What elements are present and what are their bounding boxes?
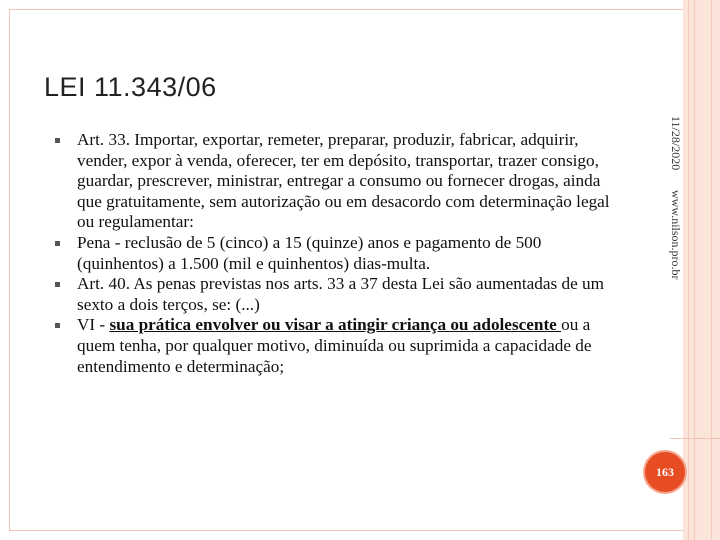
bullet-text: Art. 40. As penas previstas nos arts. 33 a 37 desta Lei são aumentadas de um sexto a dois terços, se: (...) bbox=[77, 274, 604, 314]
sidebar-stripe bbox=[688, 0, 689, 540]
bullet-suffix: ou a quem tenha, por qualquer motivo, diminuída ou suprimida a capacidade de entendimento e determinação; bbox=[77, 315, 592, 376]
frame-top-line bbox=[9, 9, 711, 10]
slide-date: 11/28/2020 bbox=[669, 116, 683, 171]
bullet-square-icon bbox=[55, 282, 60, 287]
list-item bbox=[55, 233, 615, 274]
slide-website: www.nilson.pro.br bbox=[669, 190, 683, 280]
list-item bbox=[55, 130, 615, 233]
sidebar-divider bbox=[670, 438, 720, 439]
slide-title: LEI 11.343/06 bbox=[44, 72, 217, 102]
bullet-underlined-text: sua prática envolver ou visar a atingir criança ou adolescente bbox=[109, 315, 562, 335]
frame-bottom-line bbox=[9, 530, 711, 531]
sidebar-stripe bbox=[694, 0, 695, 540]
list-item bbox=[55, 315, 615, 377]
bullet-square-icon bbox=[55, 241, 60, 246]
bullet-square-icon bbox=[55, 138, 60, 143]
bullet-prefix: VI - bbox=[77, 315, 110, 335]
frame-left-line bbox=[9, 9, 10, 531]
sidebar-stripe bbox=[711, 0, 712, 540]
list-item bbox=[55, 274, 615, 315]
bullet-text: Art. 33. Importar, exportar, remeter, preparar, produzir, fabricar, adquirir, vender, expor à venda, oferecer, ter em depósito, transportar, trazer consigo, guardar, prescrever, ministrar, entregar a consumo ou fornecer drogas, ainda que gratuitamente, sem autorização ou em desacordo com determinação legal ou regulamentar: bbox=[77, 130, 610, 232]
page-number-badge: 163 bbox=[645, 452, 685, 492]
bullet-square-icon bbox=[55, 323, 60, 328]
bullet-text: Pena - reclusão de 5 (cinco) a 15 (quinze) anos e pagamento de 500 (quinhentos) a 1.500 (mil e quinhentos) dias-multa. bbox=[77, 232, 542, 273]
bullet-list bbox=[55, 130, 615, 377]
